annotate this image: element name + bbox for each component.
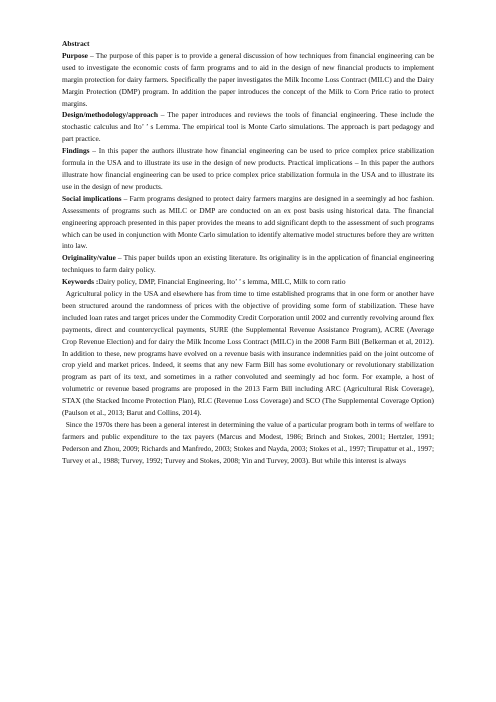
abstract-design: [62, 109, 434, 145]
section-separator: –: [89, 146, 99, 156]
section-label: Originality/value: [62, 253, 116, 263]
section-separator: –: [157, 110, 168, 120]
section-label: Social implications: [62, 193, 122, 203]
abstract-heading: Abstract: [62, 39, 90, 48]
abstract-social-implications: [62, 193, 434, 253]
abstract-keywords: [62, 276, 434, 288]
section-label: Findings: [62, 146, 90, 156]
document-content: [62, 38, 434, 467]
section-text: This paper builds upon an existing literature. Its originality is in the application of financial engineering techniques to farm dairy policy.: [62, 253, 434, 275]
section-text: In this paper the authors illustrate how financial engineering can be used to price complex price stabilization formula in the USA and to illustrate its use in the design of new products. Practical implications – In this paper the authors illustrate how financial engineering can be used to price complex price stabilization formula in the USA and to illustrate its use in the design of new products.: [62, 146, 435, 191]
section-label: Purpose: [62, 50, 88, 60]
abstract-purpose: [62, 50, 434, 110]
section-text: The paper introduces and reviews the tools of financial engineering. These include the stochastic calculus and Ito’ ’ s Lemma. The empirical tool is Monte Carlo simulations. The approach is part pedagogy and part practice.: [62, 110, 434, 144]
section-text: The purpose of this paper is to provide a general discussion of how techniques from financial engineering can be used to investigate the economic costs of farm programs and to aid in the design of new financial products to implement margin protection for dairy farmers. Specifically the paper investigates the Milk Income Loss Contract (MILC) and the Dairy Margin Protection (DMP) program. In addition the paper introduces the concept of the Milk to Corn Price ratio to protect margins.: [62, 50, 435, 108]
section-separator: –: [115, 253, 124, 263]
body-paragraph: Agricultural policy in the USA and elsewhere has from time to time established programs that in one form or another have been structured around the randomness of prices with the objective of providing some form of stabilization. These have included loan rates and target prices under the Commodity Credit Corporation until 2002 and currently revolving around flex payments, direct and countercyclical payments, SURE (the Supplemental Revenue Assistance Program), ACRE (Average Crop Revenue Election) and for dairy the Milk Income Loss Contract (MILC) in the 2008 Farm Bill (Belkerman et al, 2012). In addition to these, new programs have evolved on a revenue basis with insurance indemnities paid on the joint outcome of crop yield and market prices. Indeed, it seems that any new Farm Bill has some evolutionary or revolutionary stabilization program as part of its text, and sometimes in a rather convoluted and seemingly ad hoc form. For example, a host of volumetric or revenue based programs are proposed in the 2013 Farm Bill including ARC (Agricultural Risk Coverage), STAX (the Stacked Income Protection Plan), RLC (Revenue Loss Coverage) and SCO (The Supplemental Coverage Option) (Paulson et al., 2013; Barut and Collins, 2014).: [62, 289, 434, 418]
section-label: Design/methodology/approach: [62, 110, 158, 120]
section-label: Keywords: [62, 277, 95, 287]
section-text: Farm programs designed to protect dairy farmers margins are designed in a seemingly ad hoc fashion. Assessments of programs such as MILC or DMP are conducted on an ex post basis using historical data. The financial engineering approach presented in this paper provides the means to add significant depth to the assessment of such programs which can be used in conjunction with Monte Carlo simulation to identify alternative model structures before they are written into law.: [62, 193, 435, 251]
body-paragraph: Since the 1970s there has been a general interest in determining the value of a particular program both in terms of welfare to farmers and public expenditure to the tax payers (Marcus and Modest, 1986; Brinch and Stokes, 2001; Hertzler, 1991; Pederson and Zhou, 2009; Richards and Manfredo, 2003; Stokes and Nayda, 2003; Stokes et al., 1997; Tirupattur et al., 1997; Turvey et al., 1988; Turvey, 1992; Turvey and Stokes, 2008; Yin and Turvey, 2003). But while this interest is always: [62, 420, 434, 465]
abstract-originality: [62, 252, 434, 276]
section-separator: :: [94, 277, 99, 287]
section-separator: –: [121, 193, 130, 203]
section-separator: –: [87, 50, 96, 60]
section-text: Dairy policy, DMP, Financial Engineering, Ito’ ’ s lemma, MILC, Milk to corn ratio: [98, 277, 346, 287]
abstract-findings: [62, 145, 434, 193]
